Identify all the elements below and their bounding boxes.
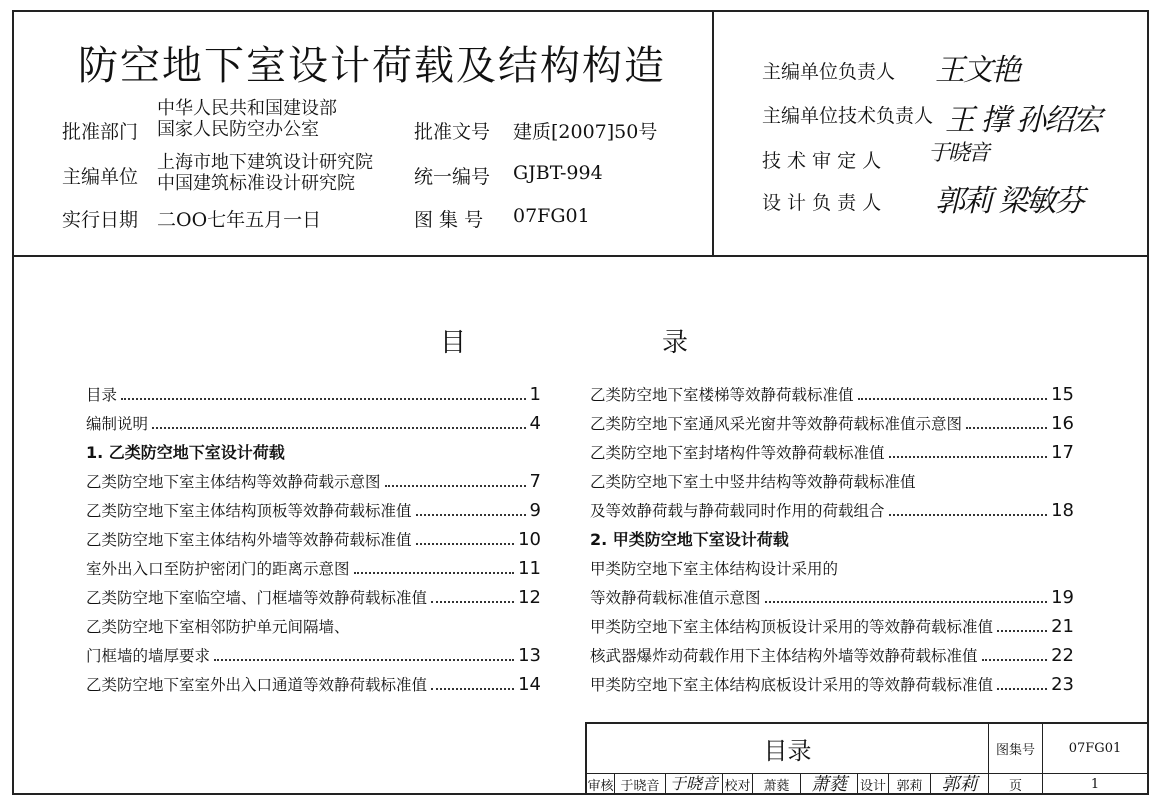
toc-page-number: 12 <box>518 587 541 608</box>
toc-page-number: 15 <box>1051 384 1074 405</box>
atlas-title: 防空地下室设计荷载及结构构造 <box>78 43 666 89</box>
toc-title-char-2: 录 <box>662 328 689 358</box>
toc-page-number: 1 <box>529 384 541 405</box>
unified-no-label: 统一编号 <box>414 166 491 188</box>
title-block-atlas-label: 图集号 <box>995 743 1035 758</box>
chief-editor-label: 主编单位 <box>62 166 139 188</box>
toc-page-number: 11 <box>518 558 541 579</box>
reviewer-signature: 于晓音 <box>669 774 718 793</box>
toc-entry-text: 乙类防空地下室通风采光窗井等效静荷载标准值示意图 <box>590 415 963 433</box>
approval-dept-label: 批准部门 <box>62 121 139 143</box>
toc-entry-text: 甲类防空地下室主体结构设计采用的 <box>590 560 839 578</box>
toc-leader-dots <box>385 485 526 487</box>
effective-date-label: 实行日期 <box>62 209 139 231</box>
toc-entry-text: 乙类防空地下室楼梯等效静荷载标准值 <box>590 386 854 404</box>
toc-page-number: 7 <box>529 471 541 492</box>
responsible-role: 设 计 负 责 人 <box>762 192 882 214</box>
responsible-signature: 郭莉 梁敏芬 <box>935 184 1083 219</box>
toc-page-number: 14 <box>518 674 541 695</box>
title-block-page-label: 页 <box>1008 779 1022 794</box>
effective-date-value: 二OO七年五月一日 <box>157 209 322 231</box>
toc-page-number: 10 <box>518 529 541 550</box>
toc-entry-text: 乙类防空地下室主体结构等效静荷载示意图 <box>86 473 381 491</box>
toc-entry <box>86 381 541 405</box>
toc-entry <box>590 381 1074 405</box>
toc-entry-text: 乙类防空地下室相邻防护单元间隔墙、 <box>86 618 350 636</box>
toc-title-char-1: 目 <box>440 328 467 358</box>
toc-leader-dots <box>997 688 1047 690</box>
toc-entry-text: 乙类防空地下室主体结构顶板等效静荷载标准值 <box>86 502 412 520</box>
toc-leader-dots <box>354 572 515 574</box>
toc-entry <box>590 671 1074 695</box>
approval-dept-2: 国家人民防空办公室 <box>157 119 319 140</box>
reviewer-label: 审核 <box>587 779 614 794</box>
responsible-role: 主编单位技术负责人 <box>762 105 934 127</box>
atlas-no-label: 图 集 号 <box>414 209 484 231</box>
toc-page-number: 18 <box>1051 500 1074 521</box>
toc-entry-text: 室外出入口至防护密闭门的距离示意图 <box>86 560 350 578</box>
toc-page-number: 13 <box>518 645 541 666</box>
toc-entry <box>86 497 541 521</box>
approval-doc-label: 批准文号 <box>414 121 491 143</box>
toc-entry-text: 核武器爆炸动荷载作用下主体结构外墙等效静荷载标准值 <box>590 647 978 665</box>
toc-entry <box>86 526 541 550</box>
title-block-atlas-value: 07FG01 <box>1068 741 1122 756</box>
toc-entry-text: 编制说明 <box>86 415 149 433</box>
toc-entry <box>590 410 1074 434</box>
toc-page-number: 23 <box>1051 674 1074 695</box>
designer-name: 郭莉 <box>896 779 923 794</box>
checker-label: 校对 <box>724 779 751 794</box>
toc-entry-text: 目录 <box>86 386 118 404</box>
toc-leader-dots <box>966 427 1047 429</box>
toc-page-number: 17 <box>1051 442 1074 463</box>
toc-entry-text: 2. 甲类防空地下室设计荷载 <box>590 530 789 549</box>
toc-leader-dots <box>416 543 515 545</box>
toc-page-number: 19 <box>1051 587 1074 608</box>
responsible-role: 技 术 审 定 人 <box>762 150 882 172</box>
approval-dept-1: 中华人民共和国建设部 <box>157 98 337 119</box>
toc-entry <box>86 642 541 666</box>
header-bottom-line <box>12 255 1149 257</box>
title-block-page-value: 1 <box>1090 777 1100 792</box>
toc-page-number: 4 <box>529 413 541 434</box>
toc-leader-dots <box>889 514 1048 516</box>
toc-entry-text: 乙类防空地下室土中竖井结构等效静荷载标准值 <box>590 473 916 491</box>
toc-leader-dots <box>997 630 1047 632</box>
toc-entry <box>590 613 1074 637</box>
responsible-signature: 王文艳 <box>935 53 1019 88</box>
toc-leader-dots <box>982 659 1048 661</box>
toc-leader-dots <box>431 601 514 603</box>
toc-leader-dots <box>416 514 526 516</box>
chief-editor-1: 上海市地下建筑设计研究院 <box>157 152 373 173</box>
toc-entry-text: 乙类防空地下室封堵构件等效静荷载标准值 <box>590 444 885 462</box>
toc-entry <box>86 410 541 434</box>
responsible-signature: 王 撑 孙绍宏 <box>945 103 1101 138</box>
toc-page-number: 9 <box>529 500 541 521</box>
toc-entry <box>86 584 541 608</box>
toc-page-number: 22 <box>1051 645 1074 666</box>
toc-entry <box>86 468 541 492</box>
reviewer-name: 于晓音 <box>620 779 660 794</box>
toc-entry-text: 门框墙的墙厚要求 <box>86 647 211 665</box>
toc-leader-dots <box>431 688 514 690</box>
chief-editor-2: 中国建筑标准设计研究院 <box>157 173 355 194</box>
toc-entry <box>590 439 1074 463</box>
toc-leader-dots <box>889 456 1048 458</box>
toc-section-heading <box>590 526 1074 550</box>
toc-entry <box>590 642 1074 666</box>
toc-entry <box>86 555 541 579</box>
title-block-name: 目录 <box>763 737 812 765</box>
designer-signature: 郭莉 <box>941 773 978 795</box>
responsible-role: 主编单位负责人 <box>762 61 896 83</box>
toc-entry-text: 乙类防空地下室临空墙、门框墙等效静荷载标准值 <box>86 589 428 607</box>
unified-no-value: GJBT-994 <box>513 162 603 184</box>
toc-leader-dots <box>765 601 1048 603</box>
toc-section-heading <box>86 439 541 463</box>
toc-entry-text: 甲类防空地下室主体结构底板设计采用的等效静荷载标准值 <box>590 676 994 694</box>
toc-entry <box>86 671 541 695</box>
toc-page-number: 16 <box>1051 413 1074 434</box>
atlas-no-value: 07FG01 <box>513 205 590 227</box>
toc-leader-dots <box>858 398 1048 400</box>
toc-entry <box>590 468 1074 492</box>
checker-signature: 萧蕤 <box>811 773 847 795</box>
toc-entry <box>590 497 1074 521</box>
approval-doc-value: 建质[2007]50号 <box>513 121 658 143</box>
toc-entry <box>590 584 1074 608</box>
toc-entry-text: 乙类防空地下室主体结构外墙等效静荷载标准值 <box>86 531 412 549</box>
checker-name: 萧蕤 <box>763 779 790 794</box>
designer-label: 设计 <box>859 779 886 794</box>
toc-entry-text: 等效静荷载标准值示意图 <box>590 589 761 607</box>
toc-leader-dots <box>152 427 526 429</box>
toc-leader-dots <box>121 398 526 400</box>
toc-leader-dots <box>214 659 514 661</box>
toc-entry-text: 1. 乙类防空地下室设计荷载 <box>86 443 285 462</box>
toc-entry <box>86 613 541 637</box>
toc-entry-text: 及等效静荷载与静荷载同时作用的荷载组合 <box>590 502 885 520</box>
header-divider <box>712 10 714 257</box>
toc-entry-text: 甲类防空地下室主体结构顶板设计采用的等效静荷载标准值 <box>590 618 994 636</box>
responsible-signature: 于晓音 <box>928 141 989 166</box>
toc-entry <box>590 555 1074 579</box>
toc-entry-text: 乙类防空地下室室外出入口通道等效静荷载标准值 <box>86 676 428 694</box>
toc-page-number: 21 <box>1051 616 1074 637</box>
